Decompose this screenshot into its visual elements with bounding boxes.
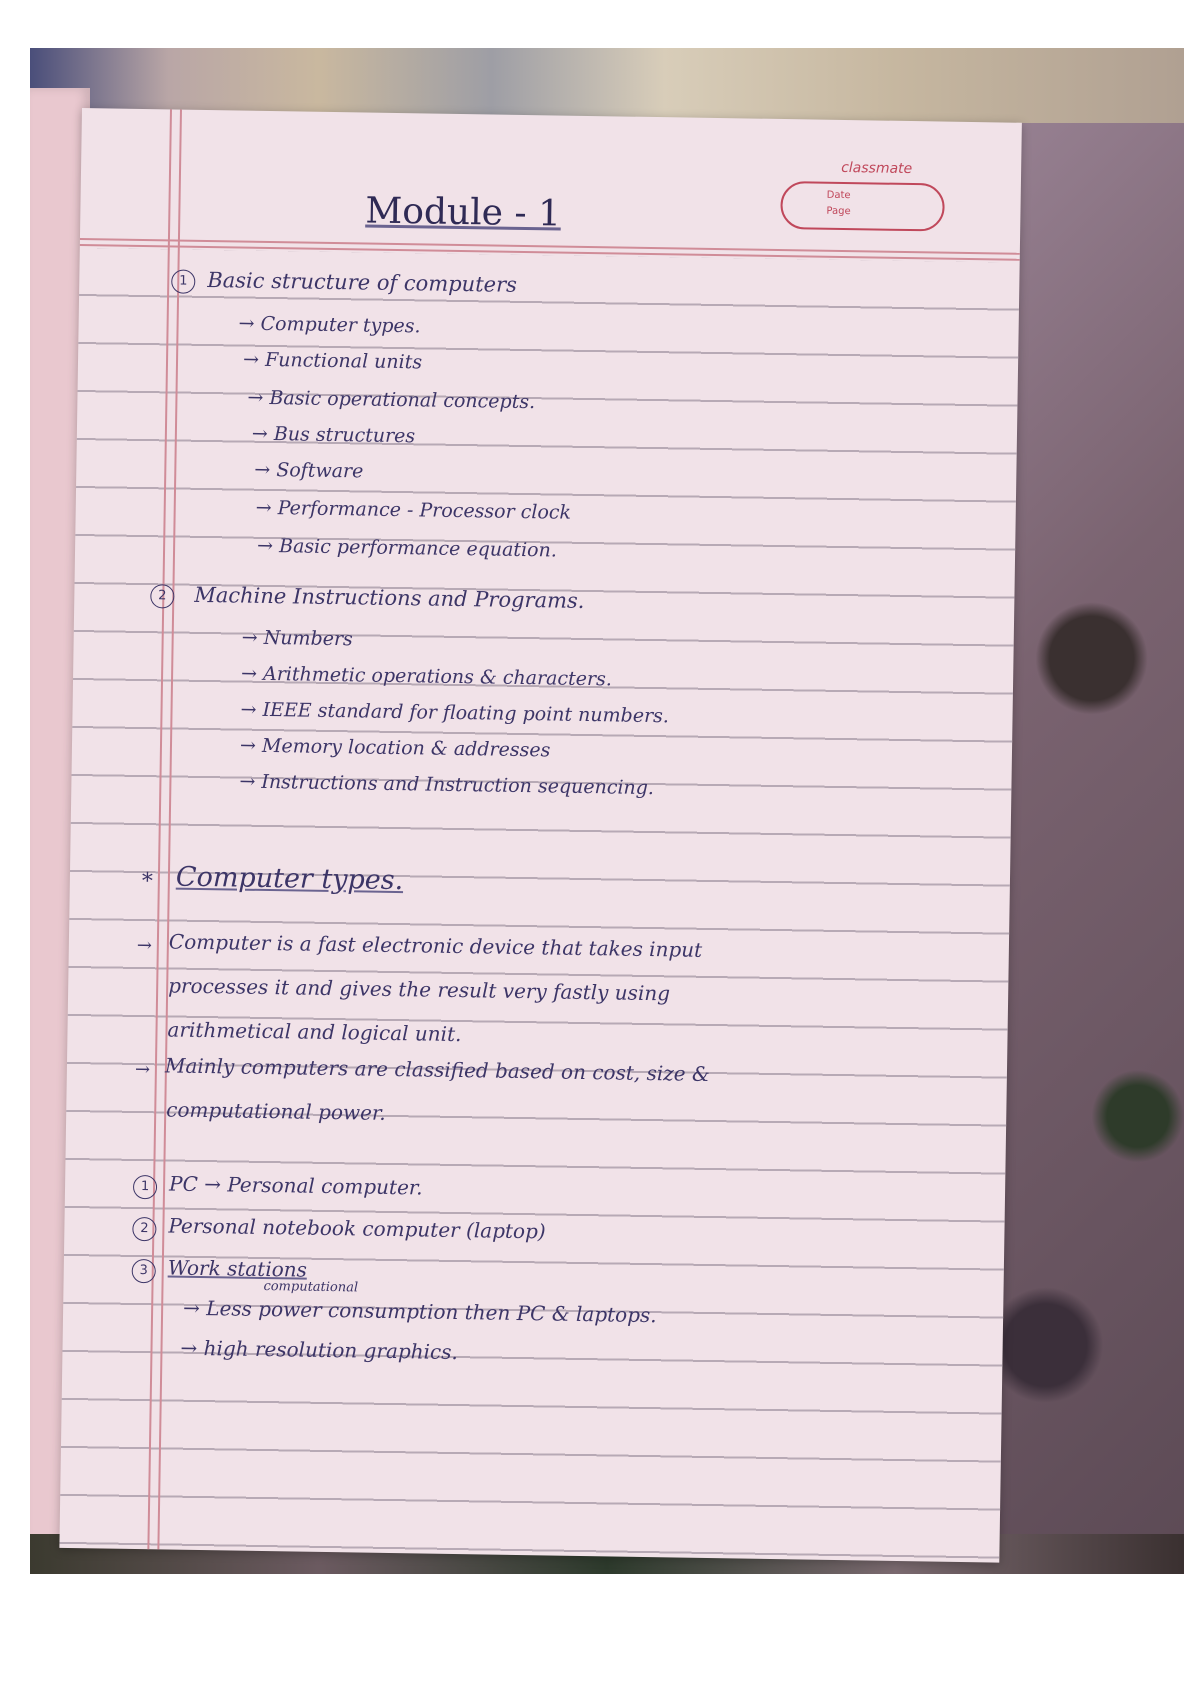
brand-name: classmate [841,159,913,178]
paragraph-arrow: → [134,1058,151,1081]
page-title: Module - 1 [365,190,562,235]
note-point: → high resolution graphics. [180,1335,459,1365]
section-heading: Machine Instructions and Programs. [194,582,585,613]
margin-rule [147,109,182,1549]
notebook-photo [30,48,1184,1574]
list-item: → IEEE standard for floating point numbers. [240,698,670,728]
paragraph-arrow: → [136,934,153,957]
list-item: → Bus structures [251,422,416,448]
paragraph-line: arithmetical and logical unit. [167,1017,462,1047]
type-number: 1 [133,1175,157,1199]
page-label: Page [826,205,851,218]
list-item: → Performance - Processor clock [255,496,572,524]
header-rule [80,238,1020,261]
paragraph-line: Mainly computers are classified based on cost, size & [164,1053,710,1086]
list-item: → Functional units [242,348,423,374]
star-mark: * [141,869,154,895]
brand-stamp [780,159,951,242]
list-item: → Software [254,458,364,483]
section-number: 2 [150,584,174,608]
superscript-note: computational [263,1278,359,1296]
type-item: PC → Personal computer. [168,1171,423,1200]
section-number: 1 [171,269,195,293]
list-item: → Computer types. [238,312,421,338]
paragraph-line: processes it and gives the result very fastly using [168,973,671,1006]
list-item: → Basic operational concepts. [247,386,536,414]
paragraph-line: Computer is a fast electronic device that takes input [168,929,703,962]
date-label: Date [826,189,851,202]
list-item: → Numbers [241,626,353,651]
list-item: → Instructions and Instruction sequencing. [239,770,655,800]
list-item: → Memory location & addresses [239,734,551,762]
paragraph-line: computational power. [166,1097,386,1125]
section-heading: Basic structure of computers [207,267,518,297]
note-point: → Less power consumption then PC & laptops. [182,1295,657,1328]
type-number: 2 [132,1217,156,1241]
list-item: → Arithmetic operations & characters. [240,662,613,691]
type-item: Work stations [167,1255,308,1282]
notebook-page [59,108,1022,1563]
brand-frame [780,181,945,232]
list-item: → Basic performance equation. [256,534,557,562]
topic-heading: Computer types. [175,861,404,897]
type-item: Personal notebook computer (laptop) [168,1213,546,1244]
type-number: 3 [132,1259,156,1283]
